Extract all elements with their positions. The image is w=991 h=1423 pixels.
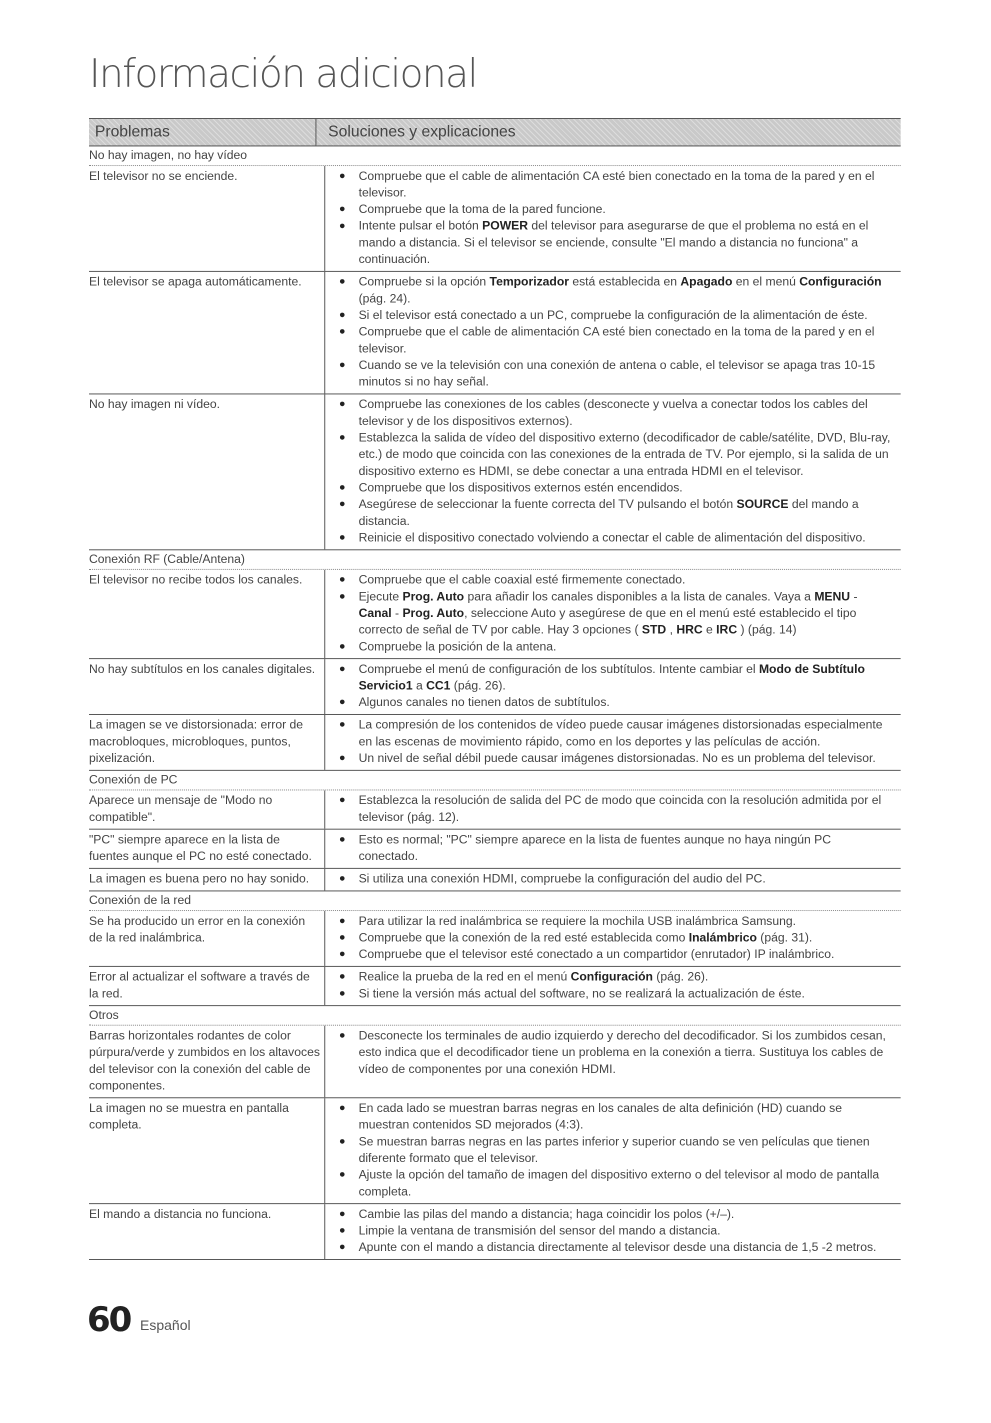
table-row xyxy=(89,869,901,892)
bullet-icon: ● xyxy=(338,1135,346,1148)
solution-item xyxy=(325,572,900,589)
solution-item xyxy=(325,871,900,888)
solution-item xyxy=(325,430,900,480)
table-row xyxy=(89,659,901,715)
bullet-icon: ● xyxy=(338,531,346,544)
solution-item xyxy=(325,218,900,268)
problem-cell: Error al actualizar el software a través de la red. xyxy=(89,967,325,1005)
bullet-icon: ● xyxy=(338,640,346,653)
solution-text: Establezca la salida de vídeo del dispositivo externo (decodificador de cable/satélite, DVD, Blu-ray, etc.) de modo que coincida con las conexiones de la entrada de TV. Por ejemplo, si la salida de un dispositivo externo es HDMI, se debe conectar a una entrada HDMI en el televisor. xyxy=(358,430,891,478)
section-heading: Conexión de PC xyxy=(89,771,901,791)
table-row xyxy=(89,1098,901,1204)
bullet-icon: ● xyxy=(338,309,346,321)
problem-cell: El televisor se apaga automáticamente. xyxy=(89,272,325,394)
solution-text: Compruebe la posición de la antena. xyxy=(358,639,557,654)
problem-cell: Barras horizontales rodantes de color púrpura/verde y zumbidos en los altavoces del televisor con la conexión del cable de componentes. xyxy=(89,1026,325,1098)
bullet-icon: ● xyxy=(338,987,346,1000)
table-row xyxy=(89,166,901,272)
solution-item xyxy=(325,969,900,986)
solution-item xyxy=(325,717,900,750)
solution-item xyxy=(325,639,900,656)
solution-text: Compruebe que el cable coaxial esté firmemente conectado. xyxy=(358,572,686,587)
problem-cell: El mando a distancia no funciona. xyxy=(89,1204,325,1259)
table-row xyxy=(89,394,901,550)
solutions-list xyxy=(325,1098,900,1203)
page-number: 60 xyxy=(87,1300,131,1340)
bullet-icon: ● xyxy=(338,970,346,983)
solutions-list xyxy=(325,394,900,549)
section-heading: Conexión RF (Cable/Antena) xyxy=(89,550,901,570)
solution-text: Reinicie el dispositivo conectado volviendo a conectar el cable de alimentación del dispositivo. xyxy=(358,530,866,545)
solution-item xyxy=(325,946,900,963)
problem-cell: No hay imagen ni vídeo. xyxy=(89,394,325,549)
bullet-icon: ● xyxy=(338,914,346,927)
solutions-list xyxy=(325,166,900,271)
solution-item xyxy=(325,307,900,324)
solution-text: Cuando se ve la televisión con una conexión de antena o cable, el televisor se apaga tras 10-15 minutos si no hay señal. xyxy=(358,358,876,389)
bullet-icon: ● xyxy=(338,1029,346,1042)
solution-text: Asegúrese de seleccionar la fuente correcta del TV pulsando el botón SOURCE del mando a distancia. xyxy=(358,497,859,528)
page-title: Información adicional xyxy=(89,52,477,97)
solution-text: Cambie las pilas del mando a distancia; haga coincidir los polos (+/–). xyxy=(358,1207,735,1221)
solutions-list xyxy=(325,830,900,868)
solution-item xyxy=(325,1239,900,1256)
table-row xyxy=(89,570,901,659)
bullet-icon: ● xyxy=(338,359,346,371)
solution-text: Compruebe que la toma de la pared funcione. xyxy=(358,202,606,217)
solution-text: Realice la prueba de la red en el menú Configuración (pág. 26). xyxy=(358,969,709,984)
bullet-icon: ● xyxy=(338,1168,346,1181)
table-row xyxy=(89,1026,901,1099)
solution-text: Se muestran barras negras en las partes inferior y superior cuando se ven películas que tienen diferente formato que el televisor. xyxy=(358,1134,870,1165)
solution-text: En cada lado se muestran barras negras en los canales de alta definición (HD) cuando se muestran contenidos SD mejorados (4:3). xyxy=(358,1101,843,1132)
solution-text: Compruebe que el cable de alimentación CA esté bien conectado en la toma de la pared y en el televisor. xyxy=(358,324,875,356)
bullet-icon: ● xyxy=(338,794,346,807)
solution-text: Ajuste la opción del tamaño de imagen del dispositivo externo o del televisor al modo de pantalla completa. xyxy=(358,1167,880,1199)
solution-item xyxy=(325,274,900,307)
solution-text: Compruebe si la opción Temporizador está establecida en Apagado en el menú Configuración (pág. 24). xyxy=(358,274,882,306)
solution-item xyxy=(325,832,900,865)
solution-text: Algunos canales no tienen datos de subtítulos. xyxy=(358,695,610,710)
solutions-list xyxy=(325,869,900,891)
solution-text: Desconecte los terminales de audio izquierdo y derecho del decodificador. Si los zumbidos cesan, esto indica que el decodificador tiene un problema en la conexión a tierra. Sustituya los cables de vídeo de componentes por una conexión HDMI. xyxy=(358,1028,886,1076)
problem-cell: No hay subtítulos en los canales digitales. xyxy=(89,659,325,714)
solution-item xyxy=(325,357,900,390)
table-header xyxy=(89,118,901,146)
solutions-list xyxy=(325,272,900,394)
solution-text: Apunte con el mando a distancia directamente al televisor desde una distancia de 1,5 -2 metros. xyxy=(358,1240,877,1255)
solutions-list xyxy=(325,1204,900,1259)
solution-item xyxy=(325,792,900,825)
solution-item xyxy=(325,396,900,429)
solutions-list xyxy=(325,790,900,828)
problem-cell: Se ha producido un error en la conexión de la red inalámbrica. xyxy=(89,911,325,966)
problem-cell: "PC" siempre aparece en la lista de fuentes aunque el PC no esté conectado. xyxy=(89,830,325,868)
table-row xyxy=(89,715,901,771)
bullet-icon: ● xyxy=(338,590,346,603)
section-heading: No hay imagen, no hay vídeo xyxy=(89,146,901,166)
solution-text: Compruebe el menú de configuración de los subtítulos. Intente cambiar el Modo de Subtítulo Servicio1 a CC1 (pág. 26). xyxy=(358,662,865,693)
solution-text: La compresión de los contenidos de vídeo puede causar imágenes distorsionadas especialmente en las escenas de movimiento rápido, como en los deportes y las películas de acción. xyxy=(358,717,883,749)
problem-cell: El televisor no recibe todos los canales. xyxy=(89,570,325,658)
solution-item xyxy=(325,324,900,357)
header-solutions: Soluciones y explicaciones xyxy=(328,123,516,141)
solution-item xyxy=(325,1223,900,1240)
solution-text: Si tiene la versión más actual del software, no se realizará la actualización de éste. xyxy=(358,986,805,1001)
bullet-icon: ● xyxy=(338,573,346,586)
solution-item xyxy=(325,1167,900,1200)
solution-item xyxy=(325,589,900,639)
solution-text: Un nivel de señal débil puede causar imágenes distorsionadas. No es un problema del televisor. xyxy=(358,751,876,765)
solution-item xyxy=(325,168,900,201)
bullet-icon: ● xyxy=(338,325,346,338)
troubleshooting-table xyxy=(89,118,901,1260)
problem-cell: El televisor no se enciende. xyxy=(89,166,325,271)
bullet-icon: ● xyxy=(338,431,346,444)
solution-item xyxy=(325,1028,900,1078)
header-problems: Problemas xyxy=(89,119,316,145)
solution-text: Compruebe que el cable de alimentación CA esté bien conectado en la toma de la pared y en el televisor. xyxy=(358,168,875,200)
table-row xyxy=(89,911,901,967)
solution-text: Ejecute Prog. Auto para añadir los canales disponibles a la lista de canales. Vaya a MENU - Canal - Prog. Auto, seleccione Auto y asegúrese de que en el menú esté establecido el tipo correcto de señal de TV por cable. Hay 3 opciones ( STD , HRC e IRC ) (pág. 14) xyxy=(358,589,858,637)
bullet-icon: ● xyxy=(338,169,346,182)
bullet-icon: ● xyxy=(338,1224,346,1237)
solution-text: Compruebe que la conexión de la red esté establecida como Inalámbrico (pág. 31). xyxy=(358,930,813,945)
bullet-icon: ● xyxy=(338,1102,346,1114)
table-row xyxy=(89,830,901,869)
bullet-icon: ● xyxy=(338,498,346,511)
bullet-icon: ● xyxy=(338,1241,346,1254)
solutions-list xyxy=(325,1026,900,1098)
bullet-icon: ● xyxy=(338,833,346,846)
solution-text: Si el televisor está conectado a un PC, compruebe la configuración de la alimentación de éste. xyxy=(358,308,868,322)
solution-text: Compruebe que el televisor esté conectado a un compartidor (enrutador) IP inalámbrico. xyxy=(358,947,835,962)
solution-item xyxy=(325,694,900,711)
solution-item xyxy=(325,930,900,947)
solution-text: Intente pulsar el botón POWER del televisor para asegurarse de que el problema no está en el mando a distancia. Si el televisor se enciende, consulte "El mando a distancia no funciona" a continuación. xyxy=(358,218,869,267)
solutions-list xyxy=(325,911,900,966)
bullet-icon: ● xyxy=(338,696,346,709)
solution-text: Si utiliza una conexión HDMI, compruebe la configuración del audio del PC. xyxy=(358,871,766,886)
solution-item xyxy=(325,661,900,694)
solution-item xyxy=(325,1100,900,1133)
problem-cell: Aparece un mensaje de "Modo no compatible". xyxy=(89,790,325,828)
bullet-icon: ● xyxy=(338,872,346,885)
problem-cell: La imagen no se muestra en pantalla completa. xyxy=(89,1098,325,1203)
solution-item xyxy=(325,480,900,497)
solution-item xyxy=(325,530,900,547)
solution-item xyxy=(325,1134,900,1167)
problem-cell: La imagen es buena pero no hay sonido. xyxy=(89,869,325,891)
solution-text: Esto es normal; "PC" siempre aparece en la lista de fuentes aunque no haya ningún PC conectado. xyxy=(358,832,832,863)
solution-item xyxy=(325,1206,900,1223)
table-body xyxy=(89,146,901,1260)
bullet-icon: ● xyxy=(338,398,346,411)
solution-text: Establezca la resolución de salida del PC de modo que coincida con la resolución admitida por el televisor (pág. 12). xyxy=(358,793,882,824)
bullet-icon: ● xyxy=(338,948,346,961)
table-row xyxy=(89,790,901,829)
solution-item xyxy=(325,986,900,1003)
problem-cell: La imagen se ve distorsionada: error de macrobloques, microbloques, puntos, pixelización. xyxy=(89,715,325,770)
solution-item xyxy=(325,750,900,767)
solution-item xyxy=(325,496,900,529)
bullet-icon: ● xyxy=(338,931,346,944)
bullet-icon: ● xyxy=(338,203,346,216)
table-row xyxy=(89,272,901,395)
table-row xyxy=(89,967,901,1006)
solutions-list xyxy=(325,659,900,714)
bullet-icon: ● xyxy=(338,219,346,232)
language-label: Español xyxy=(140,1317,191,1333)
table-row xyxy=(89,1204,901,1260)
bullet-icon: ● xyxy=(338,752,346,764)
solution-text: Compruebe que los dispositivos externos estén encendidos. xyxy=(358,480,683,495)
bullet-icon: ● xyxy=(338,718,346,731)
bullet-icon: ● xyxy=(338,1208,346,1220)
solutions-list xyxy=(325,570,900,658)
bullet-icon: ● xyxy=(338,481,346,494)
solutions-list xyxy=(325,967,900,1005)
bullet-icon: ● xyxy=(338,663,346,675)
solution-item xyxy=(325,913,900,930)
section-heading: Otros xyxy=(89,1006,901,1026)
solutions-list xyxy=(325,715,900,770)
solution-text: Compruebe las conexiones de los cables (desconecte y vuelva a conectar todos los cables del televisor y de los dispositivos externos). xyxy=(358,397,868,428)
solution-text: Limpie la ventana de transmisión del sensor del mando a distancia. xyxy=(358,1223,721,1238)
section-heading: Conexión de la red xyxy=(89,891,901,911)
solution-item xyxy=(325,201,900,218)
solution-text: Para utilizar la red inalámbrica se requiere la mochila USB inalámbrica Samsung. xyxy=(358,913,797,928)
bullet-icon: ● xyxy=(338,275,346,288)
